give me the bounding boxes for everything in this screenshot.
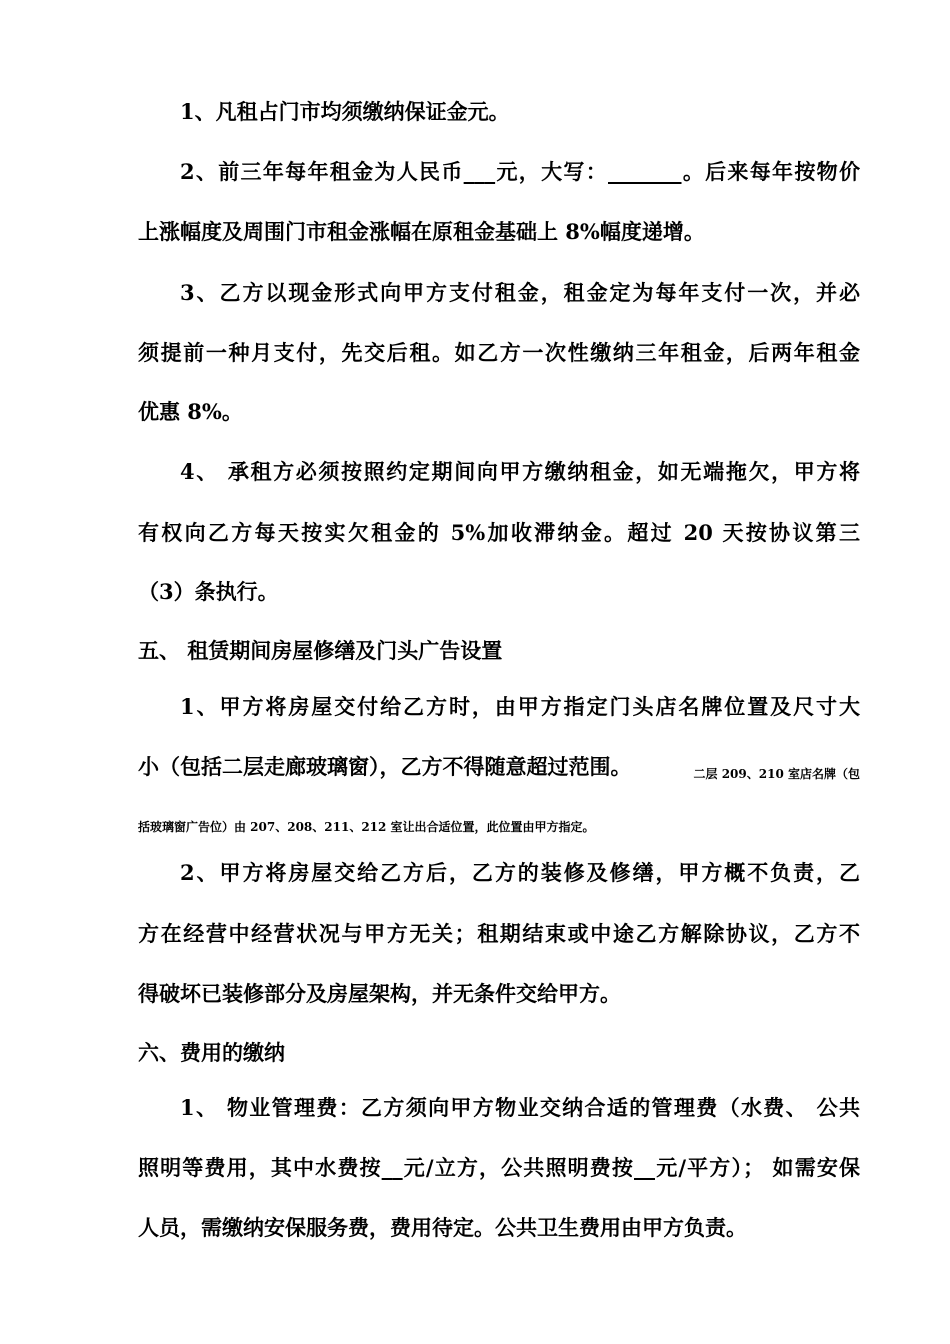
clause-4-1: 1、凡租占门市均须缴纳保证金元。	[180, 99, 510, 124]
clause-4-3-line-1: 3、乙方以现金形式向甲方支付租金，租金定为每年支付一次，并必	[180, 280, 860, 305]
clause-4-2-line-2: 上涨幅度及周围门市租金涨幅在原租金基础上 8%幅度递增。	[138, 219, 705, 244]
clause-6-1-line-3: 人员，需缴纳安保服务费，费用待定。公共卫生费用由甲方负责。	[138, 1215, 747, 1240]
clause-4-4-line-3: （3）条执行。	[138, 579, 279, 604]
clause-5-1-note-line-2: 括玻璃窗广告位）由 207、208、211、212 室让出合适位置，此位置由甲方指定。	[138, 820, 595, 834]
clause-5-1-line-2-main: 小（包括二层走廊玻璃窗），乙方不得随意超过范围。	[138, 754, 632, 779]
clause-4-2-line-1: 2、前三年每年租金为人民币___元，大写：_______。后来每年按物价	[180, 159, 860, 184]
clause-5-2-line-2: 方在经营中经营状况与甲方无关；租期结束或中途乙方解除协议，乙方不	[138, 921, 860, 946]
clause-4-3-line-3: 优惠 8%。	[138, 399, 243, 424]
clause-5-1-note-line-1: 二层 209、210 室店名牌（包	[693, 767, 860, 781]
clause-6-1-line-2: 照明等费用，其中水费按__元/立方，公共照明费按__元/平方）； 如需安保	[138, 1155, 860, 1180]
clause-5-1-line-1: 1、甲方将房屋交付给乙方时，由甲方指定门头店名牌位置及尺寸大	[180, 694, 860, 719]
clause-6-1-line-1: 1、 物业管理费：乙方须向甲方物业交纳合适的管理费（水费、 公共	[180, 1095, 860, 1120]
section-5-heading: 五、 租赁期间房屋修缮及门头广告设置	[138, 638, 503, 663]
clause-5-2-line-3: 得破坏已装修部分及房屋架构，并无条件交给甲方。	[138, 981, 621, 1006]
clause-4-3-line-2: 须提前一种月支付，先交后租。如乙方一次性缴纳三年租金，后两年租金	[138, 340, 860, 365]
section-6-heading: 六、费用的缴纳	[138, 1040, 285, 1065]
clause-5-2-line-1: 2、甲方将房屋交给乙方后，乙方的装修及修缮，甲方概不负责，乙	[180, 860, 860, 885]
clause-4-4-line-1: 4、 承租方必须按照约定期间向甲方缴纳租金，如无端拖欠，甲方将	[180, 459, 860, 484]
clause-4-4-line-2: 有权向乙方每天按实欠租金的 5%加收滞纳金。超过 20 天按协议第三	[138, 520, 860, 545]
clause-5-1-line-2	[138, 754, 860, 780]
